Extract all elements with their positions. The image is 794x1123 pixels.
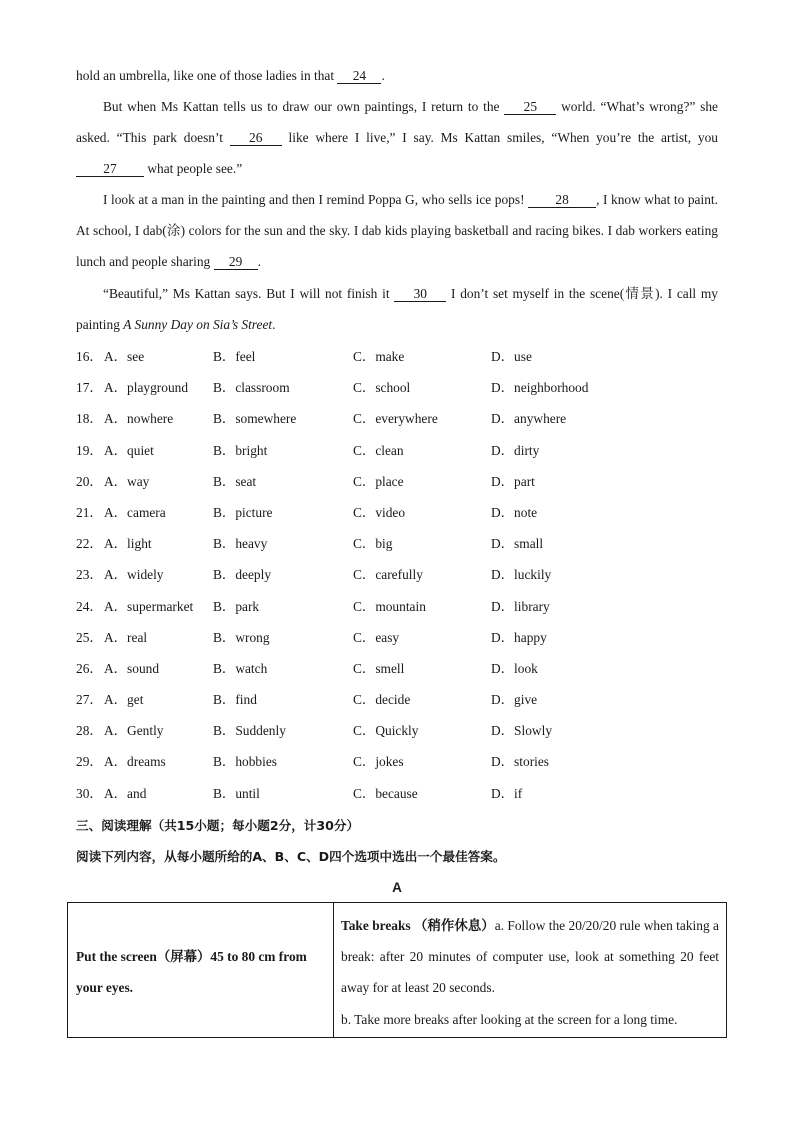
- option-b: B．seat: [213, 473, 257, 489]
- option-b: B．picture: [213, 504, 273, 520]
- option-d: D．part: [491, 473, 535, 489]
- question-number: 28．: [76, 723, 103, 739]
- option-d: D．Slowly: [491, 723, 553, 739]
- cell-text-a: a. Follow the 20/20/20 rule when taking a break: after 20 minutes of computer use, look at something 20 feet away for at least 20 seconds.: [341, 918, 719, 996]
- paragraph-text: like where I live,” I say. Ms Kattan smiles, “When you’re the artist, you: [281, 130, 718, 146]
- option-d: D．anywhere: [491, 411, 567, 427]
- question-number: 25．: [76, 629, 103, 645]
- option-d: D．if: [491, 785, 523, 801]
- question-number: 17．: [76, 380, 103, 396]
- option-c: C．smell: [353, 660, 405, 676]
- option-a: A．and: [104, 785, 147, 801]
- option-a: A．dreams: [104, 754, 166, 770]
- option-a: A．supermarket: [104, 598, 194, 614]
- paragraph-text: But when Ms Kattan tells us to draw our own paintings, I return to the: [103, 99, 505, 114]
- blank-24: 24: [337, 68, 381, 84]
- option-b: B．somewhere: [213, 411, 297, 427]
- section-instruction: 阅读下列内容，从每小题所给的A、B、C、D四个选项中选出一个最佳答案。: [76, 849, 506, 864]
- question-row: [76, 528, 726, 559]
- painting-title: A Sunny Day on Sia’s Street: [123, 317, 273, 333]
- option-c: C．easy: [353, 629, 400, 645]
- question-row: [76, 435, 726, 466]
- question-number: 27．: [76, 692, 103, 708]
- paragraph-text: , I know what to paint. At school, I dab(涂) colors for the sun and the sky. I dab kids playing basketball and racing bikes. I dab workers eating lunch and people sharing: [76, 192, 718, 270]
- question-number: 30．: [76, 785, 103, 801]
- option-d: D．dirty: [491, 442, 540, 458]
- option-a: A．Gently: [104, 723, 164, 739]
- question-row: [76, 466, 726, 497]
- option-a: A．real: [104, 629, 148, 645]
- question-number: 19．: [76, 442, 103, 458]
- option-b: B．park: [213, 598, 260, 614]
- part-label: A: [392, 880, 402, 895]
- blank-30: 30: [394, 286, 446, 302]
- paragraph-text: what people see.”: [144, 161, 243, 177]
- question-row: [76, 622, 726, 653]
- paragraph-text: .: [272, 317, 276, 333]
- blank-25: 25: [504, 99, 556, 115]
- question-row: [76, 684, 726, 715]
- paragraph-text: I don’t set myself in the scene(情景). I call my painting: [76, 286, 718, 333]
- option-d: D．give: [491, 692, 538, 708]
- option-c: C．because: [353, 785, 418, 801]
- question-number: 22．: [76, 536, 103, 552]
- option-c: C．place: [353, 473, 404, 489]
- option-d: D．stories: [491, 754, 550, 770]
- option-b: B．hobbies: [213, 754, 277, 770]
- option-c: C．make: [353, 349, 405, 364]
- option-a: A．quiet: [104, 442, 154, 458]
- blank-29: 29: [214, 254, 258, 270]
- paragraph-text: hold an umbrella, like one of those ladies in that: [76, 68, 338, 83]
- question-row: [76, 778, 726, 809]
- option-c: C．carefully: [353, 567, 423, 583]
- option-c: C．big: [353, 536, 393, 552]
- option-b: B．bright: [213, 442, 268, 458]
- option-a: A．playground: [104, 380, 189, 396]
- cell-text-b: b. Take more breaks after looking at the screen for a long time.: [341, 1011, 678, 1027]
- question-row: [76, 341, 726, 372]
- option-c: C．decide: [353, 692, 411, 708]
- question-number: 23．: [76, 567, 103, 583]
- tips-table: [67, 902, 727, 1038]
- question-number: 21．: [76, 504, 103, 520]
- table-cell-right: [341, 910, 719, 1035]
- cell-heading: Take breaks （稍作休息）: [341, 918, 495, 933]
- option-b: B．watch: [213, 660, 268, 676]
- question-number: 18．: [76, 411, 103, 427]
- option-a: A．way: [104, 473, 150, 489]
- option-d: D．library: [491, 598, 550, 614]
- table-cell-left: Put the screen（屏幕）45 to 80 cm from your eyes.: [76, 949, 307, 996]
- option-b: B．feel: [213, 349, 256, 364]
- blank-26: 26: [230, 130, 282, 146]
- blank-27: 27: [76, 161, 144, 177]
- option-b: B．classroom: [213, 380, 290, 396]
- option-a: A．widely: [104, 567, 164, 583]
- option-c: C．jokes: [353, 754, 404, 770]
- paragraph-text: .: [257, 254, 261, 270]
- option-c: C．school: [353, 380, 411, 396]
- option-b: B．wrong: [213, 629, 270, 645]
- question-row: [76, 653, 726, 684]
- question-number: 26．: [76, 660, 103, 676]
- option-a: A．get: [104, 692, 144, 708]
- question-row: [76, 559, 726, 590]
- option-b: B．heavy: [213, 536, 268, 552]
- passage-paragraph-4: [76, 278, 718, 340]
- option-d: D．use: [491, 349, 532, 364]
- option-b: B．until: [213, 785, 260, 801]
- option-c: C．video: [353, 504, 406, 520]
- question-row: [76, 591, 726, 622]
- option-b: B．find: [213, 692, 257, 708]
- option-c: C．Quickly: [353, 723, 419, 739]
- option-b: B．Suddenly: [213, 723, 286, 739]
- option-d: D．small: [491, 536, 544, 552]
- answer-options: [76, 341, 726, 809]
- option-a: A．see: [104, 349, 145, 364]
- blank-28: 28: [528, 192, 596, 208]
- option-a: A．sound: [104, 660, 160, 676]
- option-a: A．nowhere: [104, 411, 174, 427]
- paragraph-text: .: [381, 68, 385, 83]
- question-number: 24．: [76, 598, 103, 614]
- option-c: C．everywhere: [353, 411, 438, 427]
- question-row: [76, 746, 726, 777]
- passage-paragraph-2: [76, 91, 718, 185]
- question-number: 16．: [76, 349, 103, 364]
- passage-paragraph-3: [76, 184, 718, 278]
- option-a: A．camera: [104, 504, 166, 520]
- option-d: D．neighborhood: [491, 380, 589, 396]
- option-d: D．look: [491, 660, 538, 676]
- option-d: D．luckily: [491, 567, 552, 583]
- paragraph-text: I look at a man in the painting and then I remind Poppa G, who sells ice pops!: [103, 192, 529, 207]
- option-b: B．deeply: [213, 567, 272, 583]
- option-d: D．note: [491, 504, 538, 520]
- paragraph-text: “Beautiful,” Ms Kattan says. But I will not finish it: [103, 286, 395, 301]
- question-number: 20．: [76, 473, 103, 489]
- option-d: D．happy: [491, 629, 547, 645]
- option-a: A．light: [104, 536, 152, 552]
- question-row: [76, 715, 726, 746]
- section-title: 三、阅读理解（共15小题；每小题2分，计30分）: [76, 818, 360, 833]
- question-row: [76, 372, 726, 403]
- option-c: C．mountain: [353, 598, 426, 614]
- paragraph-text: world. “What’s wrong?” she asked. “This park doesn’t: [76, 99, 718, 146]
- table-divider: [333, 903, 334, 1037]
- passage-paragraph-1: [76, 60, 718, 91]
- question-row: [76, 497, 726, 528]
- option-c: C．clean: [353, 442, 404, 458]
- question-row: [76, 403, 726, 434]
- question-number: 29．: [76, 754, 103, 770]
